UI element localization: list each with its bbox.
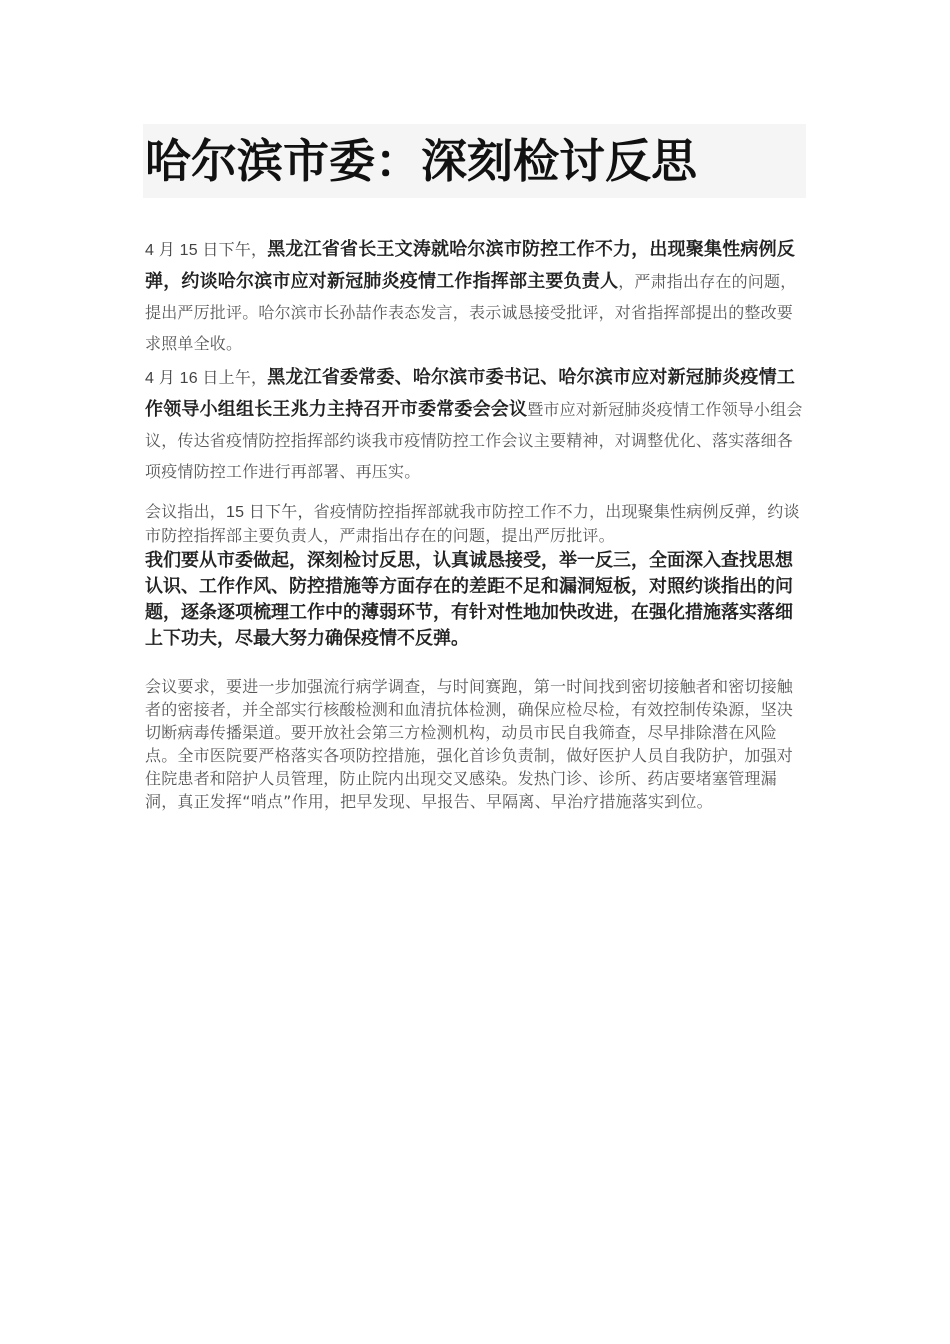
paragraph-3-emphasis: 我们要从市委做起，深刻检讨反思，认真诚恳接受，举一反三，全面深入查找思想认识、工作作风、防控措施等方面存在的差距不足和漏洞短板，对照约谈指出的问题，逐条逐项梳理工作中的薄弱环节，有针对性地加快改进，在强化措施落实落细上下功夫，尽最大努力确保疫情不反弹。 xyxy=(145,550,793,649)
paragraph-1-date: 4 月 15 日下午， xyxy=(145,242,268,259)
paragraph-3-date: 15 日下午， xyxy=(226,504,314,521)
paragraph-4: 会议要求，要进一步加强流行病学调查，与时间赛跑，第一时间找到密切接触者和密切接触者的密接者，并全部实行核酸检测和血清抗体检测，确保应检尽检，有效控制传染源，坚决切断病毒传播渠道。要开放社会第三方检测机构，动员市民自我筛查，尽早排除潜在风险点。全市医院要严格落实各项防控措施，强化首诊负责制，做好医护人员自我防护，加强对住院患者和陪护人员管理，防止院内出现交叉感染。发热门诊、诊所、药店要堵塞管理漏洞，真正发挥“哨点”作用，把早发现、早报告、早隔离、早治疗措施落实到位。 xyxy=(145,677,794,811)
paragraph-1-body: ，严肃指出存在的问题，提出严厉批评。哈尔滨市长孙喆作表态发言，表示诚恳接受批评，对省指挥部提出的整改要求照单全收。 xyxy=(145,272,797,353)
paragraph-2-highlight: 黑龙江省委常委、哈尔滨市委书记、哈尔滨市应对新冠肺炎疫情工作领导小组组长王兆力主持召开市委常委会会议 xyxy=(145,367,796,420)
paragraph-2-body: 暨市应对新冠肺炎疫情工作领导小组会议，传达省疫情防控指挥部约谈我市疫情防控工作会议主要精神，对调整优化、落实落细各项疫情防控工作进行再部署、再压实。 xyxy=(145,400,803,481)
article-title: 哈尔滨市委：深刻检讨反思 xyxy=(145,134,697,188)
paragraph-2-date: 4 月 16 日上午， xyxy=(145,370,268,387)
paragraph-3-lead: 会议指出， xyxy=(145,502,227,521)
paragraph-2 xyxy=(145,362,807,487)
paragraph-3-body: 省疫情防控指挥部就我市防控工作不力，出现聚集性病例反弹，约谈市防控指挥部主要负责人，严肃指出存在的问题，提出严厉批评。 xyxy=(145,502,800,545)
paragraph-3 xyxy=(145,500,807,547)
paragraph-1-highlight: 黑龙江省省长王文涛就哈尔滨市防控工作不力，出现聚集性病例反弹，约谈哈尔滨市应对新冠肺炎疫情工作指挥部主要负责人 xyxy=(145,239,796,292)
paragraph-1 xyxy=(145,234,807,359)
